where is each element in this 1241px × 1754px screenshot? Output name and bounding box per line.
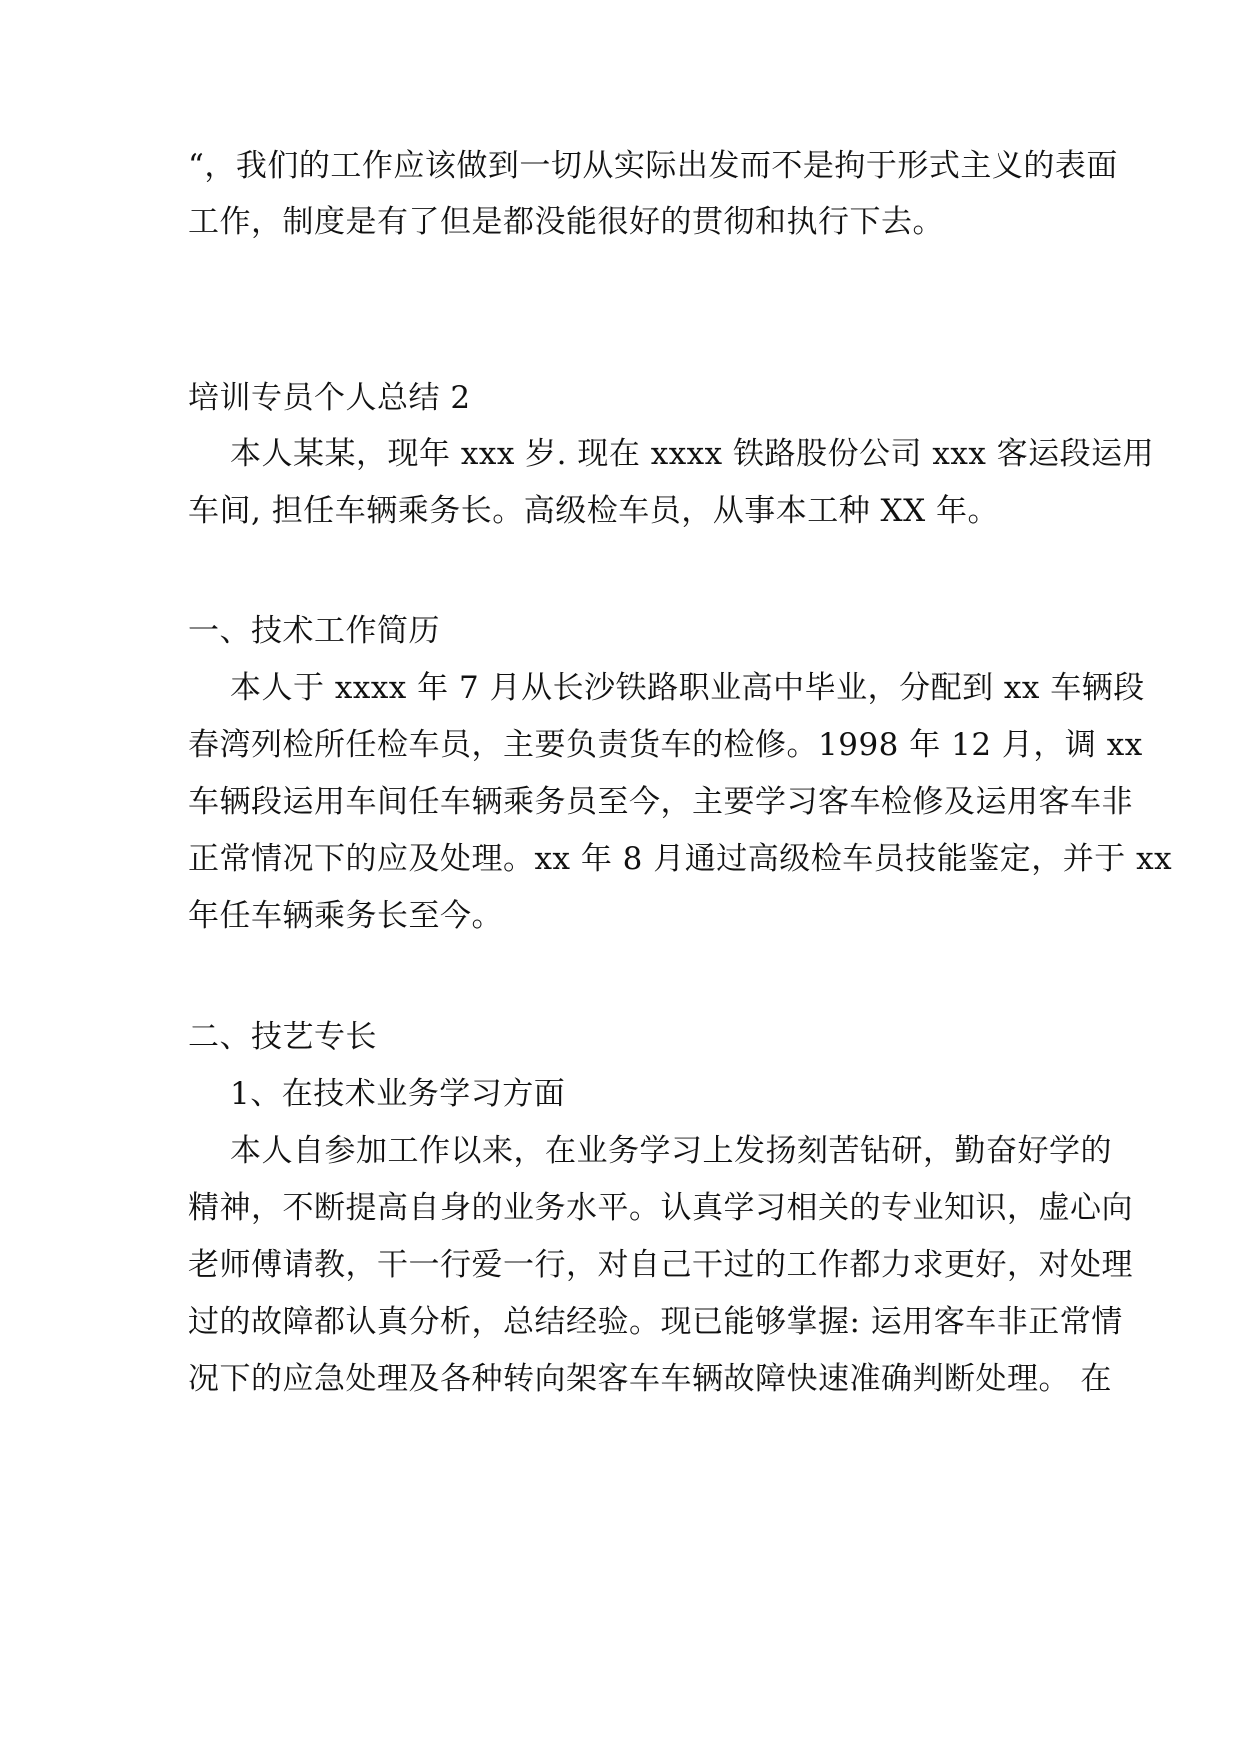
- study-line-5: 况下的应急处理及各种转向架客车车辆故障快速准确判断处理。 在: [188, 1361, 1112, 1397]
- history-line-5: 年任车辆乘务长至今。: [188, 898, 503, 934]
- study-line-1: 本人自参加工作以来，在业务学习上发扬刻苦钻研，勤奋好学的: [230, 1133, 1112, 1169]
- history-line-2: 春湾列检所任检车员，主要负责货车的检修。1998 年 12 月，调 xx: [188, 727, 1143, 763]
- history-line-1: 本人于 xxxx 年 7 月从长沙铁路职业高中毕业，分配到 xx 车辆段: [230, 670, 1145, 706]
- intro-line-2: 工作，制度是有了但是都没能很好的贯彻和执行下去。: [188, 204, 944, 240]
- section-title: 培训专员个人总结 2: [188, 380, 471, 416]
- study-line-4: 过的故障都认真分析，总结经验。现已能够掌握: 运用客车非正常情: [188, 1304, 1123, 1340]
- study-line-3: 老师傅请教，干一行爱一行，对自己干过的工作都力求更好，对处理: [188, 1247, 1133, 1283]
- profile-line-1: 本人某某，现年 xxx 岁. 现在 xxxx 铁路股份公司 xxx 客运段运用: [230, 436, 1155, 472]
- study-line-2: 精神，不断提高自身的业务水平。认真学习相关的专业知识，虚心向: [188, 1190, 1133, 1226]
- heading-skills: 二、技艺专长: [188, 1019, 377, 1055]
- profile-line-2: 车间, 担任车辆乘务长。高级检车员，从事本工种 XX 年。: [188, 493, 1000, 529]
- subheading-study: 1、在技术业务学习方面: [230, 1076, 566, 1112]
- heading-technical-history: 一、技术工作简历: [188, 613, 440, 649]
- intro-line-1: “，我们的工作应该做到一切从实际出发而不是拘于形式主义的表面: [188, 148, 1118, 184]
- history-line-4: 正常情况下的应及处理。xx 年 8 月通过高级检车员技能鉴定，并于 xx: [188, 841, 1173, 877]
- history-line-3: 车辆段运用车间任车辆乘务员至今，主要学习客车检修及运用客车非: [188, 784, 1133, 820]
